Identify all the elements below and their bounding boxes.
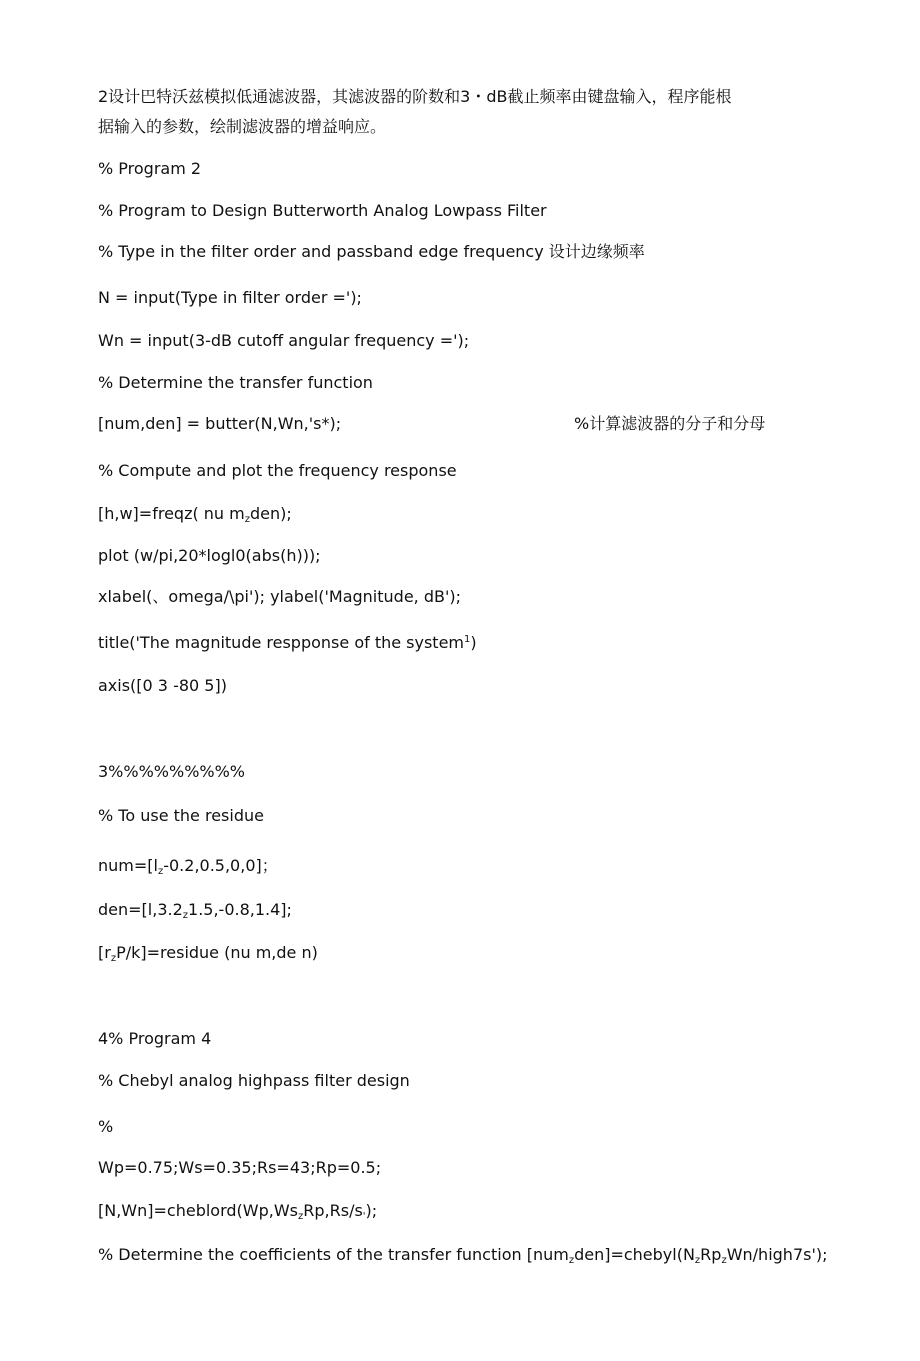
- code-line: title('The magnitude respponse of the system$^1$): [98, 633, 477, 652]
- code-line: 4% Program 4: [98, 1029, 212, 1048]
- code-line: $[N,Wn]=cheblord(Wp,Ws_zRp,Rs/s')$;: [98, 1201, 378, 1222]
- code-line: [num,den] = butter(N,Wn,'s*);: [98, 414, 342, 433]
- code-line: $[r_zP/k]=residue$ (nu m,de n): [98, 943, 318, 964]
- code-comment: %计算滤波器的分子和分母: [574, 414, 766, 433]
- code-line: $num=[l_z-0.2,0.5,0,0]$；: [98, 856, 278, 877]
- code-line: axis([0 3 -80 5]): [98, 676, 227, 695]
- code-line: plot (w/pi,20*logl0(abs(h)));: [98, 546, 321, 565]
- code-line: % To use the residue: [98, 806, 264, 825]
- code-line: % Chebyl analog highpass filter design: [98, 1071, 410, 1090]
- code-line: %: [98, 1117, 114, 1136]
- code-line: % Determine the coefficients of the transfer function $[num_zden]=chebyl(N_zRp_zWn/high7s')$;: [98, 1245, 828, 1266]
- code-line: Wn = input(3-dB cutoff angular frequency =');: [98, 331, 470, 350]
- code-line: $den=[l,3.2_z1.5,-0.8,1.4]$;: [98, 900, 292, 921]
- code-line: [h,w]=freqz( nu $m_zden$);: [98, 504, 292, 525]
- code-line: 3%%%%%%%%%: [98, 762, 246, 781]
- intro-line-1: 2设计巴特沃兹模拟低通滤波器，其滤波器的阶数和3・dB截止频率由键盘输入，程序能根: [98, 87, 732, 106]
- code-line: % Program 2: [98, 159, 202, 178]
- code-line: % Determine the transfer function: [98, 373, 373, 392]
- code-line: N = input(Type in filter order =');: [98, 288, 362, 307]
- code-line: % Type in the filter order and passband edge frequency 设计边缘频率: [98, 242, 645, 261]
- intro-line-2: 据输入的参数，绘制滤波器的增益响应。: [98, 117, 387, 136]
- code-line: % Compute and plot the frequency response: [98, 461, 457, 480]
- code-line: Wp=0.75;Ws=0.35;Rs=43;Rp=0.5;: [98, 1158, 382, 1177]
- code-line: % Program to Design Butterworth Analog Lowpass Filter: [98, 201, 547, 220]
- code-line: xlabel(、omega/\pi'); ylabel('Magnitude, dB');: [98, 587, 461, 606]
